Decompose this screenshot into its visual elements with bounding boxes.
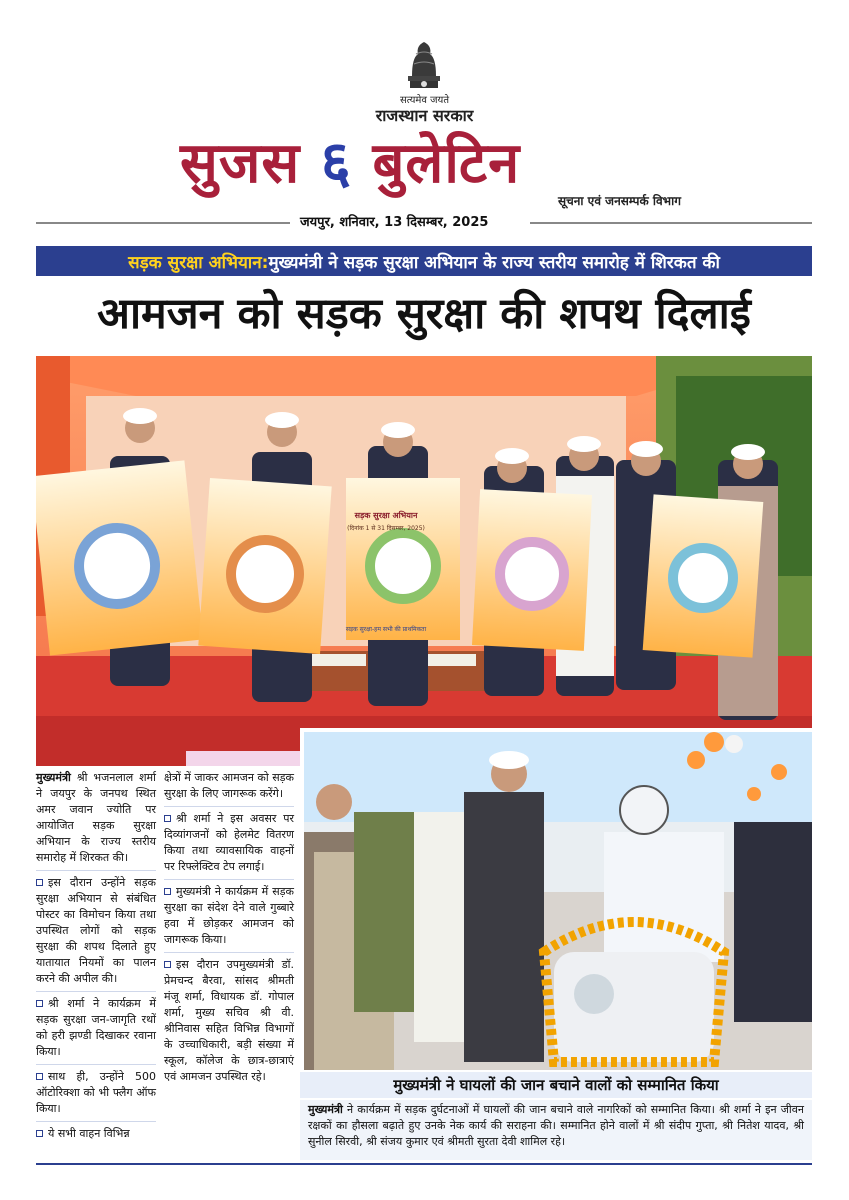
title-right-word: बुलेटिन: [372, 131, 521, 196]
paragraph-3: [36, 996, 156, 1065]
square-bullet-icon: [164, 961, 171, 968]
text-column-1: [36, 770, 156, 1150]
government-name: राजस्थान सरकार: [375, 106, 474, 125]
second-story-text: ने कार्यक्रम में सड़क दुर्घटनाओं में घायलों की जान बचाने वाले नागरिकों को सम्मानित किया। श्री शर्मा ने इन जीवन रक्षकों का हौसला बढ़ाते हुए उनके नेक कार्य की सराहना की। सम्मानित होने वालों में श्री संदीप गुप्ता, श्री नितेश यादव, श्री सुनील सिरवी, श्री संजय कुमार एवं श्रीमती सुरता देवी शामिल रहे।: [308, 1103, 804, 1148]
poster-4: [472, 489, 592, 651]
paragraph-3-text: श्री शर्मा ने कार्यक्रम में सड़क सुरक्षा जन-जागृति रथों को हरी झण्डी दिखाकर रवाना किया।: [36, 997, 156, 1058]
helmet-scene-illustration: [304, 732, 812, 1070]
poster-2: [198, 478, 331, 654]
paragraph-4-text: साथ ही, उन्होंने 500 ऑटोरिक्शा को भी फ्लैग ऑफ किया।: [36, 1070, 156, 1115]
national-motto: सत्यमेव जयते: [399, 95, 450, 106]
poster-1: [36, 460, 203, 655]
paragraph-9: [164, 957, 294, 1089]
dateline-rule-left: [36, 222, 290, 224]
paragraph-2-text: इस दौरान उन्होंने सड़क सुरक्षा अभियान से संबंधित पोस्टर का विमोचन किया तथा उपस्थित लोगों को सड़क सुरक्षा की शपथ दिलाते हुए यातायात नियमों का पालन करने की अपील की।: [36, 876, 156, 985]
square-bullet-icon: [36, 1000, 43, 1007]
paragraph-9-text: इस दौरान उपमुख्यमंत्री डॉ. प्रेमचन्द बैरवा, सांसद श्रीमती मंजू शर्मा, विधायक डॉ. गोपाल शर्मा, मुख्य सचिव श्री वी. श्रीनिवास सहित विभिन्न विभागों के उच्चाधिकारी, बड़ी संख्या में स्कूल, कॉलेज के छात्र-छात्राएं एवं आमजन उपस्थित रहे।: [164, 958, 294, 1083]
poster-3: [346, 478, 460, 640]
second-story-body: [300, 1100, 812, 1160]
paragraph-2: [36, 875, 156, 992]
paragraph-8-text: मुख्यमंत्री ने कार्यक्रम में सड़क सुरक्षा का संदेश देने वाले गुब्बारे हवा में छोड़कर आमजन को जागरूक किया।: [164, 885, 294, 946]
dateline-rule-right: [530, 222, 812, 224]
paragraph-6-text: क्षेत्रों में जाकर आमजन को सड़क सुरक्षा के लिए जागरूक करेंगे।: [164, 771, 294, 800]
title-number: ६: [320, 128, 352, 196]
paragraph-6: [164, 770, 294, 807]
poster-title-text: सड़क सुरक्षा अभियान: [354, 511, 418, 520]
main-headline: आमजन को सड़क सुरक्षा की शपथ दिलाई: [97, 289, 751, 339]
masthead: [0, 0, 849, 240]
paragraph-4: [36, 1069, 156, 1122]
text-column-2: [164, 770, 294, 1093]
paragraph-7-text: श्री शर्मा ने इस अवसर पर दिव्यांगजनों को हेलमेट वितरण किया तथा व्यावसायिक वाहनों पर रिफ्लेक्टिव टेप लगाई।: [164, 812, 294, 873]
square-bullet-icon: [164, 815, 171, 822]
paragraph-5: [36, 1126, 156, 1146]
subhead-text: मुख्यमंत्री ने सड़क सुरक्षा अभियान के राज्य स्तरीय समारोह में शिरकत की: [268, 252, 720, 273]
second-story-headline: मुख्यमंत्री ने घायलों की जान बचाने वालों को सम्मानित किया: [300, 1072, 812, 1098]
square-bullet-icon: [164, 888, 171, 895]
paragraph-1: [36, 770, 156, 871]
second-story-lead: मुख्यमंत्री: [308, 1103, 343, 1116]
paragraph-8: [164, 884, 294, 953]
poster-release-photo: [36, 356, 812, 766]
poster-5: [643, 494, 764, 657]
poster-dates-text: (दिनांक 1 से 31 दिसम्बर, 2025): [347, 525, 425, 532]
paragraph-1-text: श्री भजनलाल शर्मा ने जयपुर के जनपथ स्थित अमर जवान ज्योति पर आयोजित सड़क सुरक्षा अभियान के राज्य स्तरीय समारोह में शिरकत की।: [36, 771, 156, 864]
bulletin-title: [180, 120, 700, 196]
bottom-rule: [36, 1163, 812, 1165]
title-left-word: सुजस: [180, 131, 301, 196]
square-bullet-icon: [36, 879, 43, 886]
dateline: जयपुर, शनिवार, 13 दिसम्बर, 2025: [300, 215, 489, 230]
square-bullet-icon: [36, 1073, 43, 1080]
paragraph-1-lead: मुख्यमंत्री: [36, 771, 71, 784]
subhead-kicker: सड़क सुरक्षा अभियान:: [128, 252, 269, 273]
helmet-distribution-photo: [300, 728, 812, 1070]
paragraph-5-text: ये सभी वाहन विभिन्न: [48, 1127, 130, 1140]
square-bullet-icon: [36, 1130, 43, 1137]
subhead-band: [36, 246, 812, 276]
poster-footer-text: सड़क सुरक्षा-हम सभी की प्राथमिकता: [345, 626, 427, 633]
department-name: सूचना एवं जनसम्पर्क विभाग: [558, 194, 681, 208]
paragraph-7: [164, 811, 294, 880]
main-photo: [36, 356, 812, 766]
ashoka-emblem-icon: [402, 36, 446, 92]
